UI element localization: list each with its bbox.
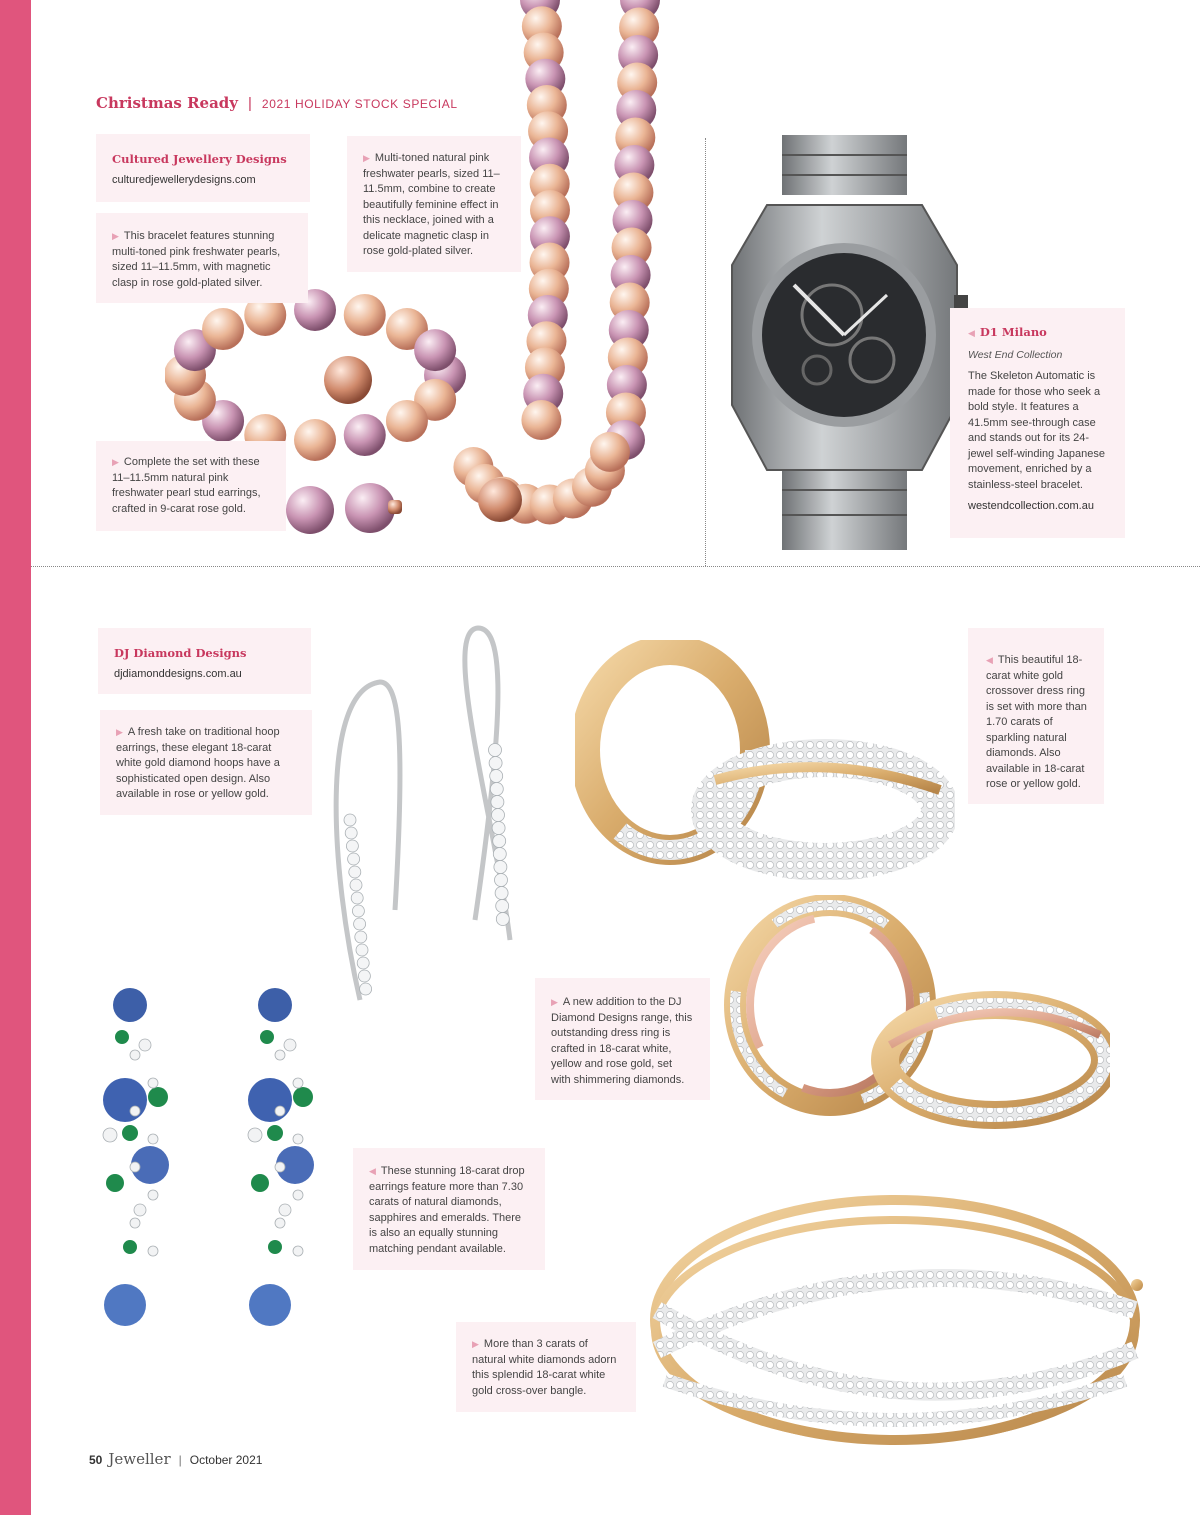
- caption-arrow-icon: ◀: [369, 1166, 376, 1176]
- magazine-name: Jeweller: [108, 1450, 171, 1468]
- caption-text: These stunning 18-carat drop earrings feature more than 7.30 carats of natural diamonds, sapphires and emeralds. There is also an equally stunning matching pendant available.: [369, 1165, 525, 1255]
- vertical-divider: [705, 138, 706, 566]
- caption-arrow-icon: ▶: [551, 997, 558, 1007]
- brand-name: Cultured Jewellery Designs: [112, 152, 287, 166]
- pearl-stud-earrings-image: [280, 478, 410, 548]
- crossover-caption-box: [968, 628, 1104, 804]
- brand-name: ◀ D1 Milano: [968, 325, 1047, 339]
- hoop-caption-box: [100, 710, 312, 815]
- dj-diamond-brand-box: [98, 628, 311, 694]
- cultured-jewellery-brand-box: [96, 134, 310, 202]
- section-subtitle: 2021 HOLIDAY STOCK SPECIAL: [261, 97, 458, 111]
- caption-text: A new addition to the DJ Diamond Designs range, this outstanding dress ring is crafted in 18-carat white, yellow and rose gold, set with shimmering diamonds.: [551, 996, 693, 1086]
- caption-text: More than 3 carats of natural white diamonds adorn this splendid 18-carat white gold cross-over bangle.: [472, 1338, 617, 1397]
- caption-arrow-icon: ◀: [968, 329, 975, 339]
- bracelet-caption-box: [96, 213, 308, 303]
- issue-date: October 2021: [189, 1453, 263, 1467]
- brand-name: DJ Diamond Designs: [114, 646, 247, 660]
- caption-text: This bracelet features stunning multi-toned pink freshwater pearls, sized 11–11.5mm, with magnetic clasp in rose gold-plated silver.: [112, 230, 281, 289]
- skeleton-watch-image: [722, 135, 972, 550]
- earring-caption-box: [96, 441, 286, 531]
- necklace-caption-box: [347, 136, 521, 272]
- caption-arrow-icon: ▶: [112, 231, 119, 241]
- sapphire-drop-earrings-image: [90, 985, 350, 1425]
- tricolour-dress-ring-image: [715, 895, 1110, 1140]
- caption-text: This beautiful 18-carat white gold crossover dress ring is set with more than 1.70 carats of sparkling natural diamonds. Also available in 18-carat rose or yellow gold.: [986, 654, 1087, 790]
- header-separator: |: [248, 95, 252, 112]
- caption-text: Multi-toned natural pink freshwater pearls, sized 11–11.5mm, combine to create beautifully feminine effect in this necklace, joined with a delicate magnetic clasp in rose gold-plated silver.: [363, 152, 500, 257]
- caption-arrow-icon: ▶: [363, 153, 370, 163]
- footer-separator: |: [178, 1453, 182, 1467]
- caption-arrow-icon: ▶: [472, 1339, 479, 1349]
- dress-ring-caption-box: [535, 978, 710, 1100]
- left-accent-bar: [0, 0, 31, 1515]
- caption-arrow-icon: ◀: [986, 655, 993, 665]
- drop-earring-caption-box: [353, 1148, 545, 1270]
- caption-arrow-icon: ▶: [116, 727, 123, 737]
- caption-text: A fresh take on traditional hoop earrings, these elegant 18-carat white gold diamond hoops have a sophisticated open design. Also available in rose or yellow gold.: [116, 726, 280, 800]
- collection-name: West End Collection: [968, 348, 1063, 361]
- bangle-caption-box: [456, 1322, 636, 1412]
- page-number: 50: [89, 1453, 103, 1467]
- section-title: Christmas Ready: [96, 94, 239, 112]
- crossover-dress-ring-image: [575, 640, 955, 880]
- page-footer: [89, 1450, 262, 1468]
- crossover-bangle-image: [645, 1190, 1150, 1455]
- brand-url[interactable]: culturedjewellerydesigns.com: [112, 173, 256, 186]
- brand-url[interactable]: westendcollection.com.au: [968, 500, 1094, 512]
- d1-milano-box: [950, 308, 1125, 538]
- watch-description: The Skeleton Automatic is made for those who seek a bold style. It features a 41.5mm see-through case and stands out for its 24-jewel self-winding Japanese movement, enriched by a stainless-steel bracelet.: [968, 370, 1105, 491]
- horizontal-divider: [31, 566, 1200, 567]
- brand-url[interactable]: djdiamonddesigns.com.au: [114, 667, 242, 680]
- caption-text: Complete the set with these 11–11.5mm natural pink freshwater pearl stud earrings, crafted in 9-carat rose gold.: [112, 456, 261, 515]
- caption-arrow-icon: ▶: [112, 457, 119, 467]
- diamond-hoop-earrings-image: [320, 620, 540, 1020]
